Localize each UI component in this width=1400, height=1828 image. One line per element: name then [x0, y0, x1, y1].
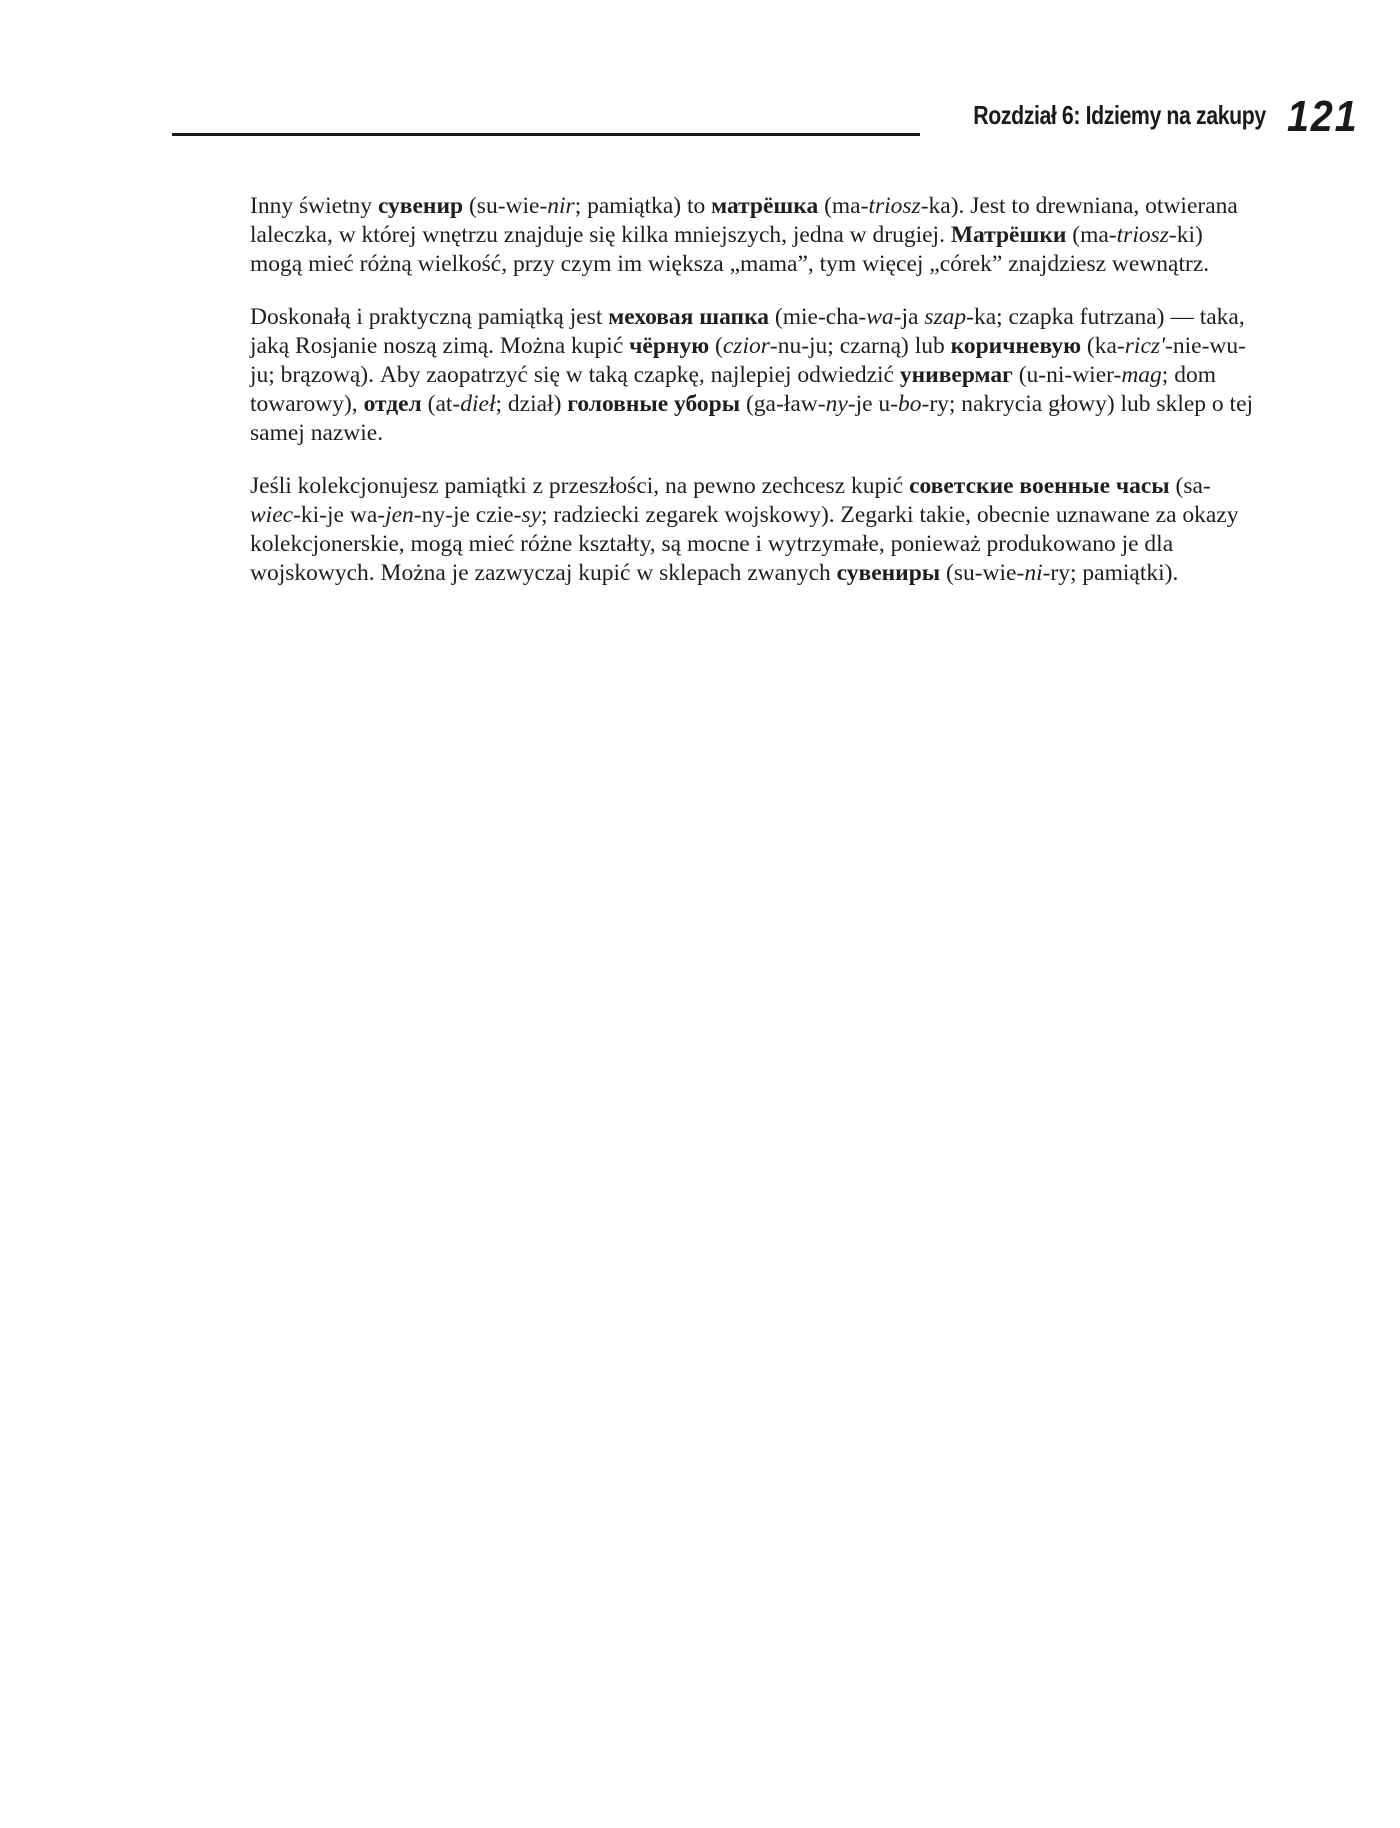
text-run: (ma-: [1066, 222, 1117, 248]
stressed-syllable: szap: [924, 304, 967, 330]
stressed-syllable: triosz: [868, 193, 921, 219]
stressed-syllable: wa: [866, 304, 894, 330]
paragraph-fur-hat: [250, 303, 1256, 448]
russian-term: головные уборы: [567, 391, 741, 417]
stressed-syllable: dieł: [460, 391, 496, 417]
text-run: -nu-ju; czarną) lub: [769, 333, 951, 359]
text-run: (ka-: [1081, 333, 1125, 359]
russian-term: универмаг: [899, 362, 1013, 388]
text-run: ; dom towarowy),: [250, 362, 1216, 417]
russian-term: чёрную: [629, 333, 710, 359]
text-run: ; radziecki zegarek wojskowy). Zegarki takie, obecnie uznawane za okazy kolekcjonerskie, mogą mieć różne kształty, są mocne i wytrzymałe, ponieważ produkowano je dla wojskowych. Można je zazwyczaj kupić w sklepach zwanych: [250, 502, 1239, 586]
stressed-syllable: nir: [547, 193, 575, 219]
text-run: ; dział): [495, 391, 568, 417]
stressed-syllable: sy: [521, 502, 542, 528]
text-run: -nie-wu-ju; brązową). Aby zaopatrzyć się w taką czapkę, najlepiej odwiedzić: [250, 333, 1246, 388]
text-run: ; pamiątka) to: [574, 193, 712, 219]
russian-term: сувениры: [836, 560, 941, 586]
text-run: -ka). Jest to drewniana, otwierana laleczka, w której wnętrzu znajduje się kilka mniejszych, jedna w drugiej.: [250, 193, 1238, 248]
text-run: (mie-cha-: [769, 304, 867, 330]
stressed-syllable: czior: [722, 333, 770, 359]
russian-term: сувенир: [377, 193, 464, 219]
text-run: (: [709, 333, 723, 359]
stressed-syllable: ny: [825, 391, 848, 417]
russian-term: Матрёшки: [950, 222, 1067, 248]
text-run: -ki-je wa-: [293, 502, 386, 528]
text-run: (su-wie-: [940, 560, 1025, 586]
stressed-syllable: wiec: [250, 502, 294, 528]
russian-term: матрёшка: [711, 193, 819, 219]
russian-term: коричневую: [950, 333, 1082, 359]
text-run: Jeśli kolekcjonujesz pamiątki z przeszłości, na pewno zechcesz kupić: [250, 473, 910, 499]
paragraph-matryoshka: [250, 192, 1256, 279]
text-run: (u-ni-wier-: [1012, 362, 1122, 388]
text-run: (sa-: [1169, 473, 1211, 499]
text-run: (ga-ław-: [740, 391, 826, 417]
text-run: -ry; nakrycia głowy) lub sklep o tej samej nazwie.: [250, 391, 1254, 446]
stressed-syllable: triosz: [1116, 222, 1169, 248]
russian-term: советские военные часы: [909, 473, 1170, 499]
paragraph-soviet-watches: [250, 472, 1256, 588]
text-run: Inny świetny: [250, 193, 378, 219]
text-run: -ny-je czie-: [413, 502, 522, 528]
text-run: (at-: [421, 391, 461, 417]
stressed-syllable: bo: [898, 391, 922, 417]
stressed-syllable: ricz': [1124, 333, 1166, 359]
text-run: -ki) mogą mieć różną wielkość, przy czym im większa „mama”, tym więcej „córek” znajdziesz wewnątrz.: [250, 222, 1210, 277]
text-run: -ka; czapka futrzana) — taka, jaką Rosjanie noszą zimą. Można kupić: [250, 304, 1245, 359]
text-run: Doskonałą i praktyczną pamiątką jest: [250, 304, 609, 330]
page-number: 121: [1286, 92, 1358, 141]
body-text: [250, 192, 1256, 612]
text-run: (su-wie-: [463, 193, 548, 219]
text-run: -ry; pamiątki).: [1042, 560, 1179, 586]
stressed-syllable: ni: [1024, 560, 1043, 586]
russian-term: меховая шапка: [608, 304, 770, 330]
header-rule: [172, 133, 920, 136]
stressed-syllable: jen: [385, 502, 414, 528]
chapter-title: Rozdział 6: Idziemy na zakupy: [973, 100, 1266, 130]
text-run: -je u-: [847, 391, 898, 417]
text-run: -ja: [893, 304, 925, 330]
running-header: [172, 92, 1358, 144]
stressed-syllable: mag: [1121, 362, 1162, 388]
text-run: (ma-: [818, 193, 869, 219]
russian-term: отдел: [363, 391, 422, 417]
